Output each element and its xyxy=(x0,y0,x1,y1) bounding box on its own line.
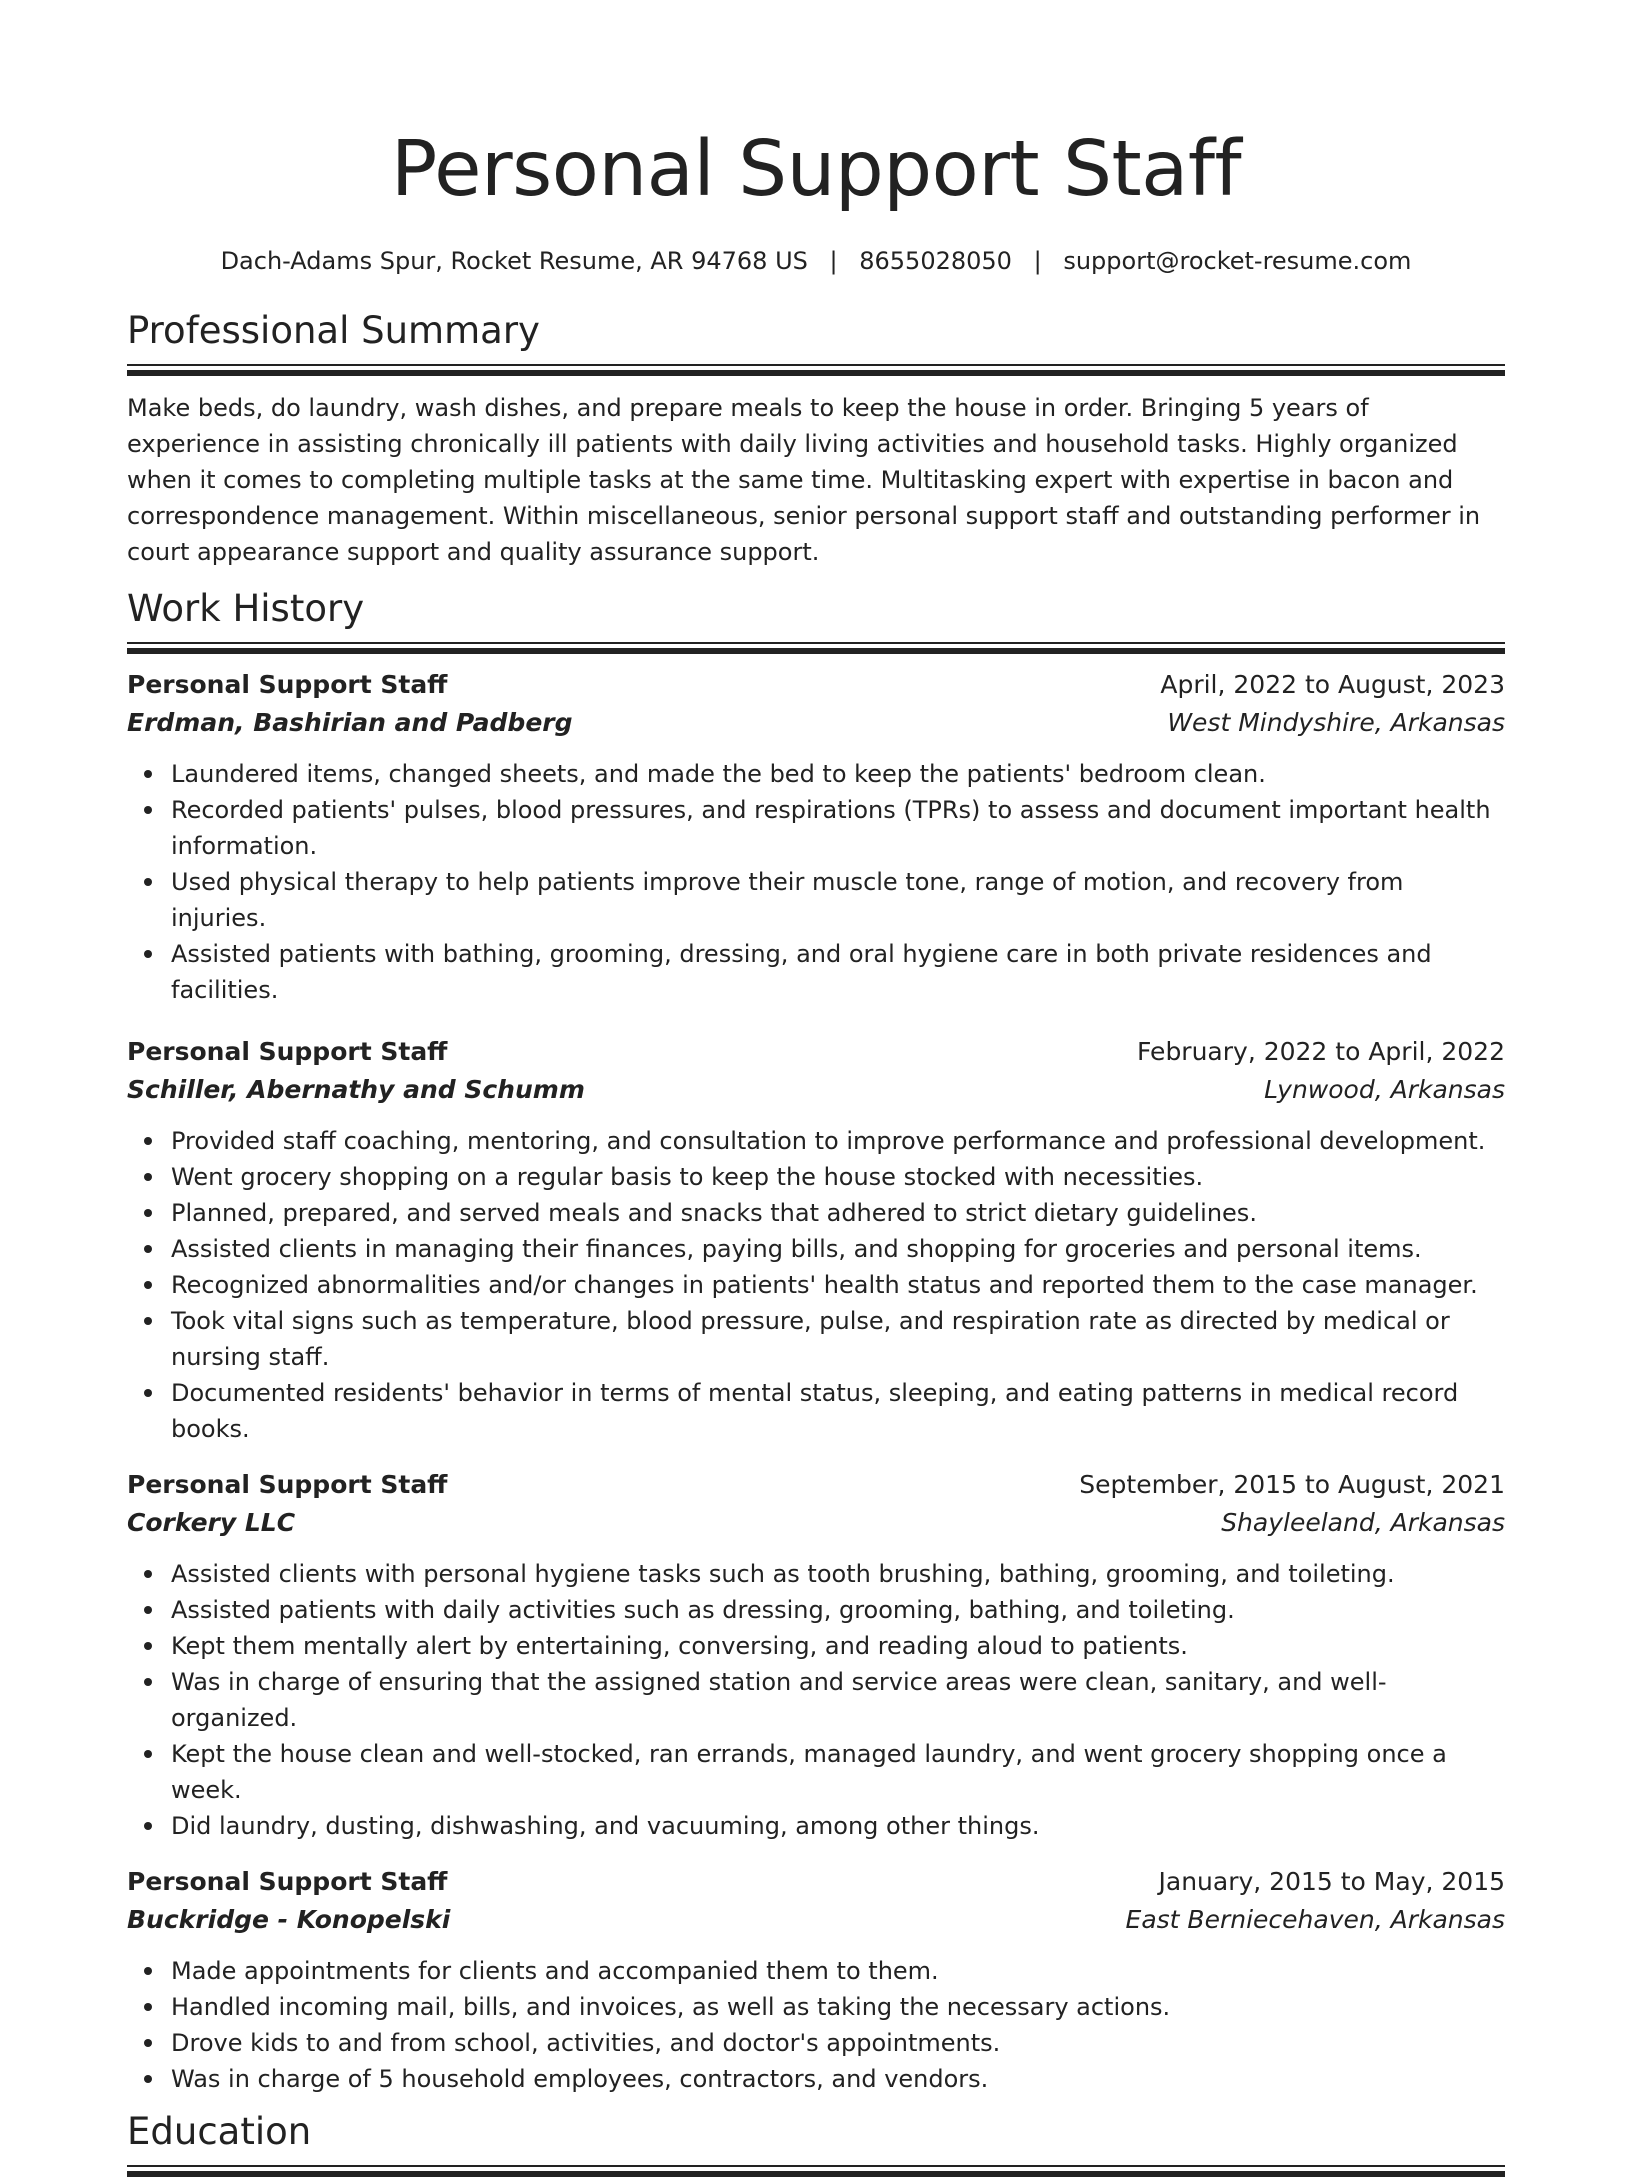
job-header-row xyxy=(127,1466,1505,1504)
job-bullet: Did laundry, dusting, dishwashing, and vacuuming, among other things. xyxy=(171,1808,1505,1844)
job-bullet: Documented residents' behavior in terms of mental status, sleeping, and eating patterns in medical record books. xyxy=(171,1375,1505,1447)
contact-email: support@rocket-resume.com xyxy=(1063,247,1412,275)
job-location: Shayleeland, Arkansas xyxy=(1221,1508,1505,1537)
job-employer-row xyxy=(127,1901,1505,1939)
job-bullet: Was in charge of 5 household employees, contractors, and vendors. xyxy=(171,2061,1505,2097)
job-location: East Berniecehaven, Arkansas xyxy=(1125,1905,1505,1934)
job-dates: April, 2022 to August, 2023 xyxy=(1160,670,1505,699)
job-company: Corkery LLC xyxy=(127,1508,296,1537)
job-bullet: Assisted patients with daily activities such as dressing, grooming, bathing, and toileting. xyxy=(171,1592,1505,1628)
job-bullet: Used physical therapy to help patients improve their muscle tone, range of motion, and recovery from injuries. xyxy=(171,864,1505,936)
education-heading: Education xyxy=(127,2110,312,2153)
work-history-section xyxy=(127,584,1505,2097)
job-title: Personal Support Staff xyxy=(127,1037,448,1066)
job-dates: January, 2015 to May, 2015 xyxy=(1158,1867,1505,1896)
job-company: Buckridge - Konopelski xyxy=(127,1905,451,1934)
job-bullet-list xyxy=(127,1953,1505,2097)
job-bullet: Kept them mentally alert by entertaining, conversing, and reading aloud to patients. xyxy=(171,1628,1505,1664)
job-bullet: Recorded patients' pulses, blood pressures, and respirations (TPRs) to assess and document important health information. xyxy=(171,792,1505,864)
job-entry xyxy=(127,1466,1505,1844)
job-bullet: Handled incoming mail, bills, and invoices, as well as taking the necessary actions. xyxy=(171,1989,1505,2025)
job-bullet: Provided staff coaching, mentoring, and consultation to improve performance and professional development. xyxy=(171,1123,1505,1159)
job-bullet: Went grocery shopping on a regular basis to keep the house stocked with necessities. xyxy=(171,1159,1505,1195)
education-section xyxy=(127,2107,1505,2177)
job-bullet: Assisted patients with bathing, grooming, dressing, and oral hygiene care in both private residences and facilities. xyxy=(171,936,1505,1008)
section-divider xyxy=(127,642,1505,654)
job-bullet: Planned, prepared, and served meals and snacks that adhered to strict dietary guidelines. xyxy=(171,1195,1505,1231)
section-divider xyxy=(127,2165,1505,2177)
job-title: Personal Support Staff xyxy=(127,670,448,699)
job-employer-row xyxy=(127,1504,1505,1542)
job-employer-row xyxy=(127,1071,1505,1109)
job-company: Erdman, Bashirian and Padberg xyxy=(127,708,573,737)
job-title: Personal Support Staff xyxy=(127,1867,448,1896)
summary-heading: Professional Summary xyxy=(127,309,540,352)
job-bullet: Recognized abnormalities and/or changes in patients' health status and reported them to the case manager. xyxy=(171,1267,1505,1303)
job-entry xyxy=(127,1033,1505,1447)
section-divider xyxy=(127,364,1505,376)
job-dates: September, 2015 to August, 2021 xyxy=(1079,1470,1505,1499)
resume-title: Personal Support Staff xyxy=(390,125,1242,214)
job-location: Lynwood, Arkansas xyxy=(1264,1075,1505,1104)
job-bullet-list xyxy=(127,756,1505,1008)
contact-line xyxy=(127,244,1505,278)
job-dates: February, 2022 to April, 2022 xyxy=(1137,1037,1505,1066)
job-bullet: Drove kids to and from school, activities, and doctor's appointments. xyxy=(171,2025,1505,2061)
job-header-row xyxy=(127,1863,1505,1901)
work-history-heading: Work History xyxy=(127,587,365,630)
job-employer-row xyxy=(127,704,1505,742)
contact-address: Dach-Adams Spur, Rocket Resume, AR 94768 US xyxy=(220,247,808,275)
job-entry xyxy=(127,1863,1505,2097)
job-bullet: Assisted clients in managing their finances, paying bills, and shopping for groceries and personal items. xyxy=(171,1231,1505,1267)
summary-section xyxy=(127,306,1505,570)
job-bullet: Laundered items, changed sheets, and made the bed to keep the patients' bedroom clean. xyxy=(171,756,1505,792)
summary-text: Make beds, do laundry, wash dishes, and prepare meals to keep the house in order. Bringing 5 years of experience in assisting chronically ill patients with daily living activities and household tasks. Highly organized when it comes to completing multiple tasks at the same time. Multitasking expert with expertise in bacon and correspondence management. Within miscellaneous, senior personal support staff and outstanding performer in court appearance support and quality assurance support. xyxy=(127,394,1481,566)
job-bullet: Assisted clients with personal hygiene tasks such as tooth brushing, bathing, grooming, and toileting. xyxy=(171,1556,1505,1592)
job-header-row xyxy=(127,1033,1505,1071)
job-bullet: Took vital signs such as temperature, blood pressure, pulse, and respiration rate as directed by medical or nursing staff. xyxy=(171,1303,1505,1375)
job-location: West Mindyshire, Arkansas xyxy=(1167,708,1505,737)
contact-separator: | xyxy=(829,247,838,275)
job-bullet: Kept the house clean and well-stocked, ran errands, managed laundry, and went grocery shopping once a week. xyxy=(171,1736,1505,1808)
job-header-row xyxy=(127,666,1505,704)
contact-phone: 8655028050 xyxy=(859,247,1012,275)
job-bullet-list xyxy=(127,1123,1505,1447)
job-entry xyxy=(127,666,1505,1008)
contact-separator: | xyxy=(1033,247,1042,275)
job-bullet-list xyxy=(127,1556,1505,1844)
job-bullet: Was in charge of ensuring that the assigned station and service areas were clean, sanitary, and well-organized. xyxy=(171,1664,1505,1736)
job-bullet: Made appointments for clients and accompanied them to them. xyxy=(171,1953,1505,1989)
job-title: Personal Support Staff xyxy=(127,1470,448,1499)
job-company: Schiller, Abernathy and Schumm xyxy=(127,1075,585,1104)
